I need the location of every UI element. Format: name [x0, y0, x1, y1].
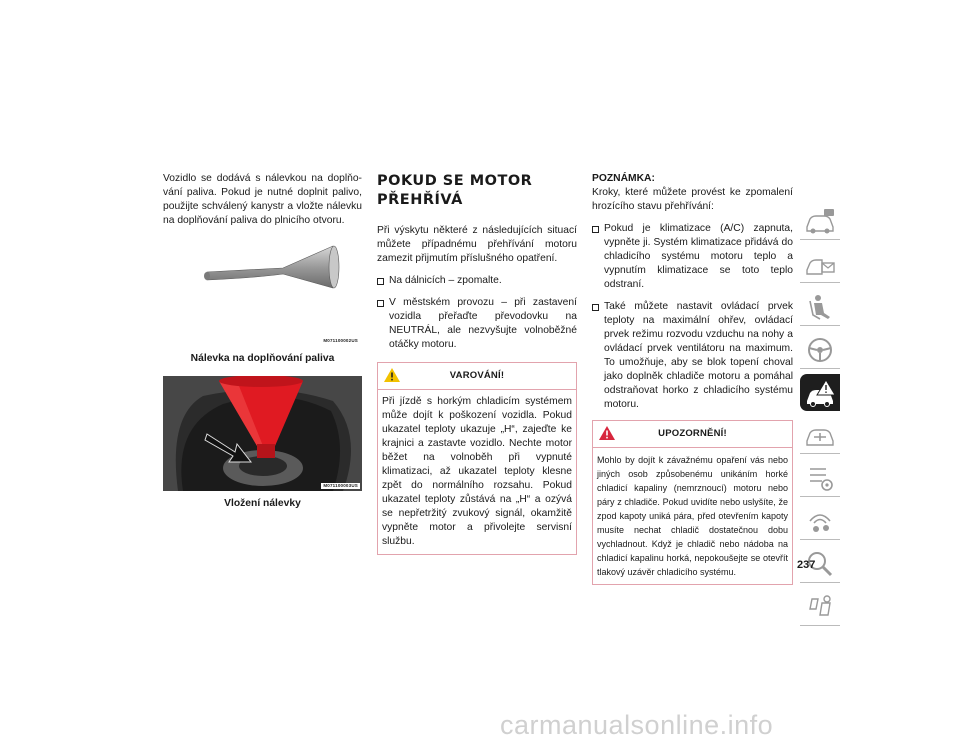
car-info-icon [804, 207, 836, 235]
tab-starting-operating[interactable] [800, 331, 840, 369]
caution-title: UPOZORNĚNÍ! [658, 428, 727, 439]
funnel-intro-text: Vozidlo se dodává s nálevkou na doplňo-vání paliva. Pokud je nutné doplnit palivo, použijte schválený kanystr a vložte nálevku na doplňování paliva do plnicího otvoru. [163, 173, 362, 226]
overheat-intro-text: Při výskytu některé z následujících situací můžete případnému přehřívání motoru zamezit přijmutím příslušného opatření. [377, 225, 577, 264]
tab-getting-to-know-vehicle[interactable] [800, 202, 840, 240]
heading-line: PŘEHŘÍVÁ [377, 192, 463, 208]
tab-in-case-of-emergency[interactable] [800, 374, 840, 411]
funnel-insertion-photo [163, 376, 362, 491]
column-middle [377, 172, 577, 555]
list-item: Pokud je klimatizace (A/C) zapnuta, vypněte ji. Systém klimatizace přidává do chladicího systému motoru teplo a vypnutím klimatizace se toto teplo odstraní. [592, 222, 793, 292]
list-item: Na dálnicích – zpomalte. [377, 274, 577, 288]
funnel-figure [163, 238, 362, 346]
language-icon [804, 593, 836, 621]
tab-language[interactable] [800, 588, 840, 626]
steering-wheel-icon [804, 336, 836, 364]
warning-header [378, 363, 576, 390]
figure-code: M071100002US [323, 338, 358, 343]
caution-box [592, 420, 793, 585]
watermark: carmanualsonline.info [500, 710, 774, 740]
caution-triangle-icon [599, 426, 615, 440]
heading-line: POKUD SE MOTOR [377, 173, 533, 189]
caution-text: Mohlo by dojít k závažnému opaření vás nebo jiných osob způsobenému unikáním horké chladicí kapaliny (nemrznoucí) motoru nebo páry z chladiče. Pokud uvidíte nebo uslyšíte, že zpod kapoty uniká pára, před otevřením kapoty musíte nechat chladič dostatečnou dobu vychladnout. Když je chladič nebo nádoba na chladicí kapalinu horká, nepokoušejte se otevřít tlakový uzávěr chladicího systému. [597, 455, 788, 577]
tab-multimedia[interactable] [800, 502, 840, 540]
list-item: V městském provozu – při zastavení vozidla přeřaďte převodovku na NEUTRÁL, ale nezvyšujte volnoběžné otáčky motoru. [377, 296, 577, 352]
figure-caption: Vložení nálevky [224, 498, 301, 509]
funnel-insertion-figure [163, 376, 362, 491]
caution-header [593, 421, 792, 448]
warning-triangle-icon [384, 368, 400, 382]
tab-instrument-panel[interactable] [800, 245, 840, 283]
figure-caption: Nálevka na doplňování paliva [190, 353, 335, 364]
note-title: POZNÁMKA: [592, 173, 655, 184]
note-bullets [592, 222, 793, 412]
warning-text: Při jízdě s horkým chladicím systémem může dojít k poškození vozidla. Pokud ukazatel teploty ukazuje „H“, zajeďte ke krajnici a zastavte vozidlo. Nechte motor běžet na volnoběh při vypnuté klimatizaci, až ukazatel teploty klesne zpět do normálního rozsahu. Pokud ukazatel teploty zůstává na „H“ a ozývá se nepřetržitý zvukový signál, okamžitě vypněte motor a přivolejte servisní službu. [382, 396, 572, 547]
section-heading [377, 172, 577, 210]
tab-servicing-maintenance[interactable] [800, 416, 840, 454]
warning-box [377, 362, 577, 555]
car-emergency-icon [804, 379, 836, 407]
column-right [592, 172, 793, 585]
seat-person-icon [804, 293, 836, 321]
specs-list-icon [804, 464, 836, 492]
tab-safety[interactable] [800, 288, 840, 326]
list-item: Také můžete nastavit ovládací prvek teploty na maximální ohřev, ovládací prvek režimu rozvodu vzduchu na nohy a ovládací prvek ventilátoru na maximum. To umožňuje, aby se blok topení choval jako doplněk chladiče motoru a pomáhal odstraňovat horko z chladicího systému motoru. [592, 300, 793, 412]
tab-technical-specifications[interactable] [800, 459, 840, 497]
funnel-illustration [163, 238, 362, 346]
multimedia-icon [804, 507, 836, 535]
car-service-icon [804, 421, 836, 449]
warning-title: VAROVÁNÍ! [449, 370, 505, 381]
figure-code: M071100003US [323, 483, 358, 488]
column-left [163, 172, 362, 519]
page-number: 237 [797, 559, 816, 571]
overheat-bullets [377, 274, 577, 352]
car-message-icon [804, 250, 836, 278]
note-intro-text: Kroky, které můžete provést ke zpomalení hrozícího stavu přehřívání: [592, 187, 793, 212]
